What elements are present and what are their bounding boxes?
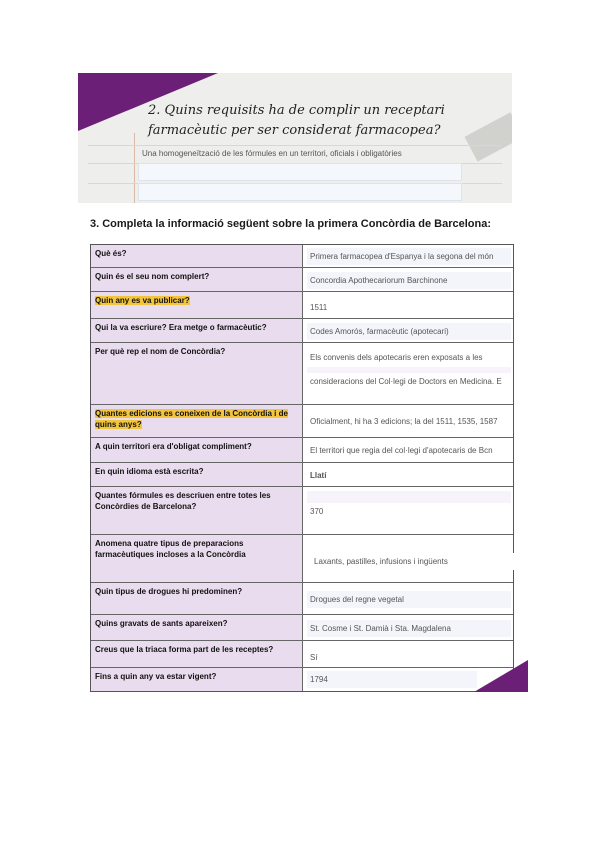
highlighted-question: Quin any es va publicar? xyxy=(95,296,190,305)
row-label: Fins a quin any va estar vigent? xyxy=(91,668,303,691)
decorative-purple-triangle xyxy=(474,660,528,692)
answer-field[interactable]: El territori que regia del col·legi d'apotecaris de Bcn xyxy=(307,442,511,459)
row-value xyxy=(303,319,513,342)
row-label: Quins gravats de sants apareixen? xyxy=(91,615,303,640)
answer-field[interactable]: Primera farmacopea d'Espanya i la segona del món xyxy=(307,248,511,265)
row-value xyxy=(303,438,513,462)
answer-field[interactable]: consideracions del Col·legi de Doctors en Medicina. E xyxy=(307,373,511,390)
table-row xyxy=(91,615,513,641)
table-row xyxy=(91,463,513,487)
table-row xyxy=(91,405,513,438)
concordia-table xyxy=(90,244,514,692)
table-row xyxy=(91,319,513,343)
row-label: Quin és el seu nom complert? xyxy=(91,268,303,291)
answer-field[interactable]: 370 xyxy=(307,503,511,520)
answer-field[interactable]: 1794 xyxy=(307,671,477,688)
row-value xyxy=(303,292,513,318)
row-label: En quin idioma està escrita? xyxy=(91,463,303,486)
row-value xyxy=(303,463,513,486)
row-value xyxy=(303,487,513,534)
row-label: Qui la va escriure? Era metge o farmacèutic? xyxy=(91,319,303,342)
answer-field[interactable]: Llatí xyxy=(307,467,511,484)
table-row xyxy=(91,641,513,668)
highlighted-question: Quantes edicions es coneixen de la Concòrdia i de quins anys? xyxy=(95,409,288,429)
requirements-card xyxy=(78,73,512,203)
table-row xyxy=(91,438,513,463)
section2-answer: Una homogeneïtzació de les fórmules en un territori, oficials i obligatòries xyxy=(142,149,402,158)
row-label: Quantes fórmules es descriuen entre totes les Concòrdies de Barcelona? xyxy=(91,487,303,534)
answer-field[interactable]: Concordia Apothecariorum Barchinone xyxy=(307,272,511,289)
row-label: Anomena quatre tipus de preparacions farmacèutiques incloses a la Concòrdia xyxy=(91,535,303,582)
row-label xyxy=(91,292,303,318)
table-row xyxy=(91,535,513,583)
answer-field[interactable]: Oficialment, hi ha 3 edicions; la del 1511, 1535, 1587 xyxy=(307,413,511,430)
answer-field[interactable]: 1511 xyxy=(307,299,511,316)
answer-field[interactable]: Laxants, pastilles, infusions i ingüents xyxy=(311,553,515,570)
row-label xyxy=(91,405,303,437)
table-row xyxy=(91,292,513,319)
row-value xyxy=(303,615,513,640)
row-label: A quin territori era d'obligat compliment? xyxy=(91,438,303,462)
answer-field[interactable]: St. Cosme i St. Damià i Sta. Magdalena xyxy=(307,620,511,637)
section3-heading: 3. Completa la informació següent sobre la primera Concòrdia de Barcelona: xyxy=(90,218,491,230)
row-label xyxy=(91,343,303,404)
answer-field-2[interactable] xyxy=(138,183,462,201)
table-row xyxy=(91,668,513,691)
table-row xyxy=(91,583,513,615)
row-value xyxy=(303,535,513,582)
table-row xyxy=(91,487,513,535)
table-row xyxy=(91,343,513,405)
answer-field[interactable]: Drogues del regne vegetal xyxy=(307,591,511,608)
row-label: Què és? xyxy=(91,245,303,267)
row-value xyxy=(303,583,513,614)
row-label: Quin tipus de drogues hi predominen? xyxy=(91,583,303,614)
row-value xyxy=(303,405,513,437)
row-value xyxy=(303,268,513,291)
answer-field[interactable]: Sí xyxy=(307,649,511,666)
row-value xyxy=(303,245,513,267)
answer-field[interactable]: Codes Amorós, farmacèutic (apotecari) xyxy=(307,323,511,340)
margin-line xyxy=(134,133,135,203)
section2-question: 2. Quins requisits ha de complir un receptari farmacèutic per ser considerat farmacopea? xyxy=(148,103,445,138)
answer-field[interactable]: Els convenis dels apotecaris eren exposats a les xyxy=(307,349,511,366)
answer-field-1[interactable] xyxy=(138,163,462,181)
row-value xyxy=(303,343,513,404)
table-row xyxy=(91,245,513,268)
table-row xyxy=(91,268,513,292)
question-text: Per què rep el nom de Concòrdia? xyxy=(95,347,226,356)
row-label: Creus que la triaca forma part de les receptes? xyxy=(91,641,303,667)
